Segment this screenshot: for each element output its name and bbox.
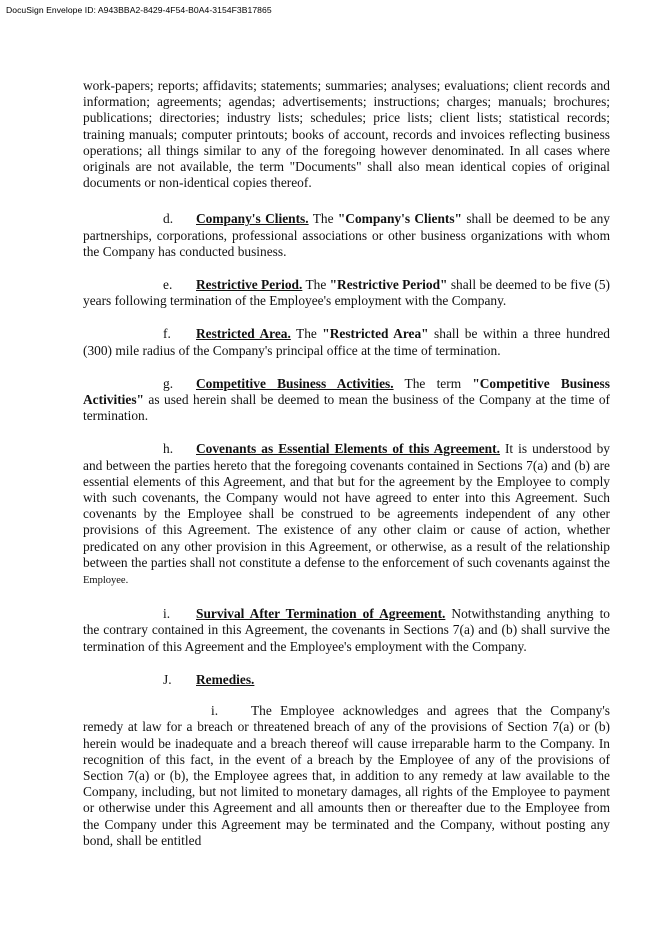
section-label: h. — [163, 441, 174, 457]
section-f-restricted-area — [83, 326, 610, 358]
docusign-envelope-id: DocuSign Envelope ID: A943BBA2-8429-4F54-B0A4-3154F3B17865 — [6, 5, 272, 15]
subsection-label: i. — [211, 703, 219, 719]
subsection-body: The Employee acknowledges and agrees that the Company's remedy at law for a breach or threatened breach of any of the provisions of Section 7(a) or (b) herein would be inadequate and a breach thereof will cause irreparable harm to the Company. In recognition of this fact, in the event of a breach by the Employee of any of the provisions of Section 7(a) or (b), the Employee agrees that, in addition to any remedy at law available to the Company, including, but not limited to monetary damages, all rights of the Employee to payment or otherwise under this Agreement and all amounts then or thereafter due to the Employee from the Company under this Agreement may be terminated and the Company, without posting any bond, shall be entitled — [83, 703, 610, 848]
document-page — [83, 78, 610, 849]
section-d-companys-clients — [83, 211, 610, 260]
section-tail: Employee. — [83, 575, 129, 587]
section-label: g. — [163, 375, 174, 391]
section-body: shall be deemed to be any partnerships, corporations, professional associations or other business organizations with whom the Company has conducted business. — [83, 211, 611, 259]
section-heading: Restrictive Period. — [196, 277, 303, 293]
defined-term: "Competitive Business Activities" — [83, 375, 610, 408]
section-label: i. — [163, 606, 171, 622]
section-text: The term — [393, 375, 473, 391]
section-label: e. — [163, 277, 173, 293]
section-heading: Restricted Area. — [196, 326, 291, 342]
section-heading: Competitive Business Activities. — [196, 375, 394, 391]
section-text: The — [308, 211, 338, 227]
section-heading: Survival After Termination of Agreement. — [196, 606, 446, 622]
section-heading: Company's Clients. — [196, 211, 309, 227]
section-label: J. — [163, 671, 172, 687]
defined-term: "Restricted Area" — [322, 326, 429, 342]
section-heading: Covenants as Essential Elements of this Agreement. — [196, 441, 500, 457]
remedies-subsection-i — [83, 703, 610, 849]
section-body: Notwithstanding anything to the contrary contained in this Agreement, the covenants in Sections 7(a) and (b) shall survive the termination of this Agreement and the Employee's employment with the Company. — [83, 606, 610, 654]
section-text: The — [290, 326, 323, 342]
section-label: f. — [163, 326, 171, 342]
section-g-competitive-business-activities — [83, 376, 610, 425]
defined-term: "Company's Clients" — [337, 211, 462, 227]
section-body: shall be within a three hundred (300) mile radius of the Company's principal office at the time of termination. — [83, 326, 610, 358]
section-h-covenants-essential — [83, 441, 610, 589]
section-label: d. — [163, 211, 174, 227]
section-e-restrictive-period — [83, 277, 610, 309]
section-body: as used herein shall be deemed to mean the business of the Company at the time of termination. — [83, 392, 610, 424]
section-body: shall be deemed to be five (5) years following termination of the Employee's employment with the Company. — [83, 277, 610, 309]
section-text: The — [302, 277, 330, 293]
section-body: It is understood by and between the parties hereto that the foregoing covenants contained in Sections 7(a) and (b) are essential elements of this Agreement, and that but for the agreement by the Employee to comply with such covenants, the Company would not have agreed to enter into this Agreement. Such covenants by the Employee shall be construed to be agreements independent of any other provisions of this Agreement. The existence of any other claim or cause of action, whether predicated on any other provision in this Agreement, or otherwise, as a result of the relationship between the parties shall not constitute a defense to the enforcement of such covenants against the — [83, 441, 611, 570]
section-heading: Remedies. — [196, 671, 255, 687]
documents-definition-continuation: work-papers; reports; affidavits; statements; summaries; analyses; evaluations; client records and information; agreements; agendas; advertisements; instructions; charges; manuals; brochures; publications; directories; industry lists; schedules; price lists; client lists; statistical records; training manuals; computer printouts; books of account, records and invoices reflecting business operations; all things similar to any of the foregoing however denominated. In all cases where originals are not available, the term "Documents" shall also mean identical copies of original documents or non-identical copies thereof. — [83, 78, 610, 191]
defined-term: "Restrictive Period" — [329, 277, 448, 293]
section-j-remedies — [163, 672, 610, 688]
section-i-survival — [83, 606, 610, 655]
